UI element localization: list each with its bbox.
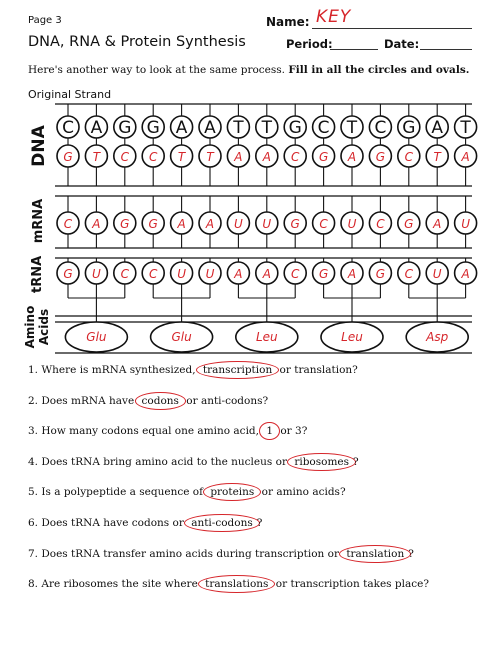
trna-base-letter: C: [120, 267, 129, 281]
question-text: 6. Does tRNA have codons or: [28, 517, 188, 529]
mrna-base-letter: C: [63, 217, 73, 231]
mrna-base-letter: U: [347, 217, 357, 231]
question-8: [28, 578, 429, 590]
question-text: or anti-codons?: [182, 394, 269, 407]
original-strand-label: Original Strand: [28, 88, 112, 101]
trna-base-letter: C: [404, 267, 413, 281]
complement-base-letter: G: [375, 150, 386, 164]
circled-answer[interactable]: translation: [339, 545, 411, 563]
original-base-letter: G: [118, 118, 132, 138]
complement-base-letter: T: [177, 150, 186, 164]
page-title: DNA, RNA & Protein Synthesis: [28, 34, 246, 50]
circled-answer[interactable]: anti-codons: [184, 514, 260, 532]
instructions-text: Here's another way to look at the same process.: [28, 64, 289, 76]
question-text: 1. Where is mRNA synthesized,: [28, 364, 199, 376]
question-text: ?: [353, 455, 359, 468]
question-text: or 3?: [277, 425, 308, 438]
original-base-letter: T: [261, 118, 272, 138]
amino-acid-label: Leu: [341, 330, 363, 344]
question-1: [28, 364, 358, 376]
trna-base-letter: U: [177, 267, 186, 281]
original-base-letter: T: [233, 118, 244, 138]
trna-base-letter: A: [262, 267, 271, 281]
circled-answer[interactable]: ribosomes: [287, 453, 356, 471]
mrna-base-letter: G: [404, 217, 414, 231]
mrna-base-letter: G: [120, 217, 130, 231]
row-label-trna: tRNA: [30, 255, 45, 293]
question-4: [28, 456, 359, 468]
circled-answer[interactable]: transcription: [196, 361, 279, 379]
trna-base-letter: C: [291, 267, 300, 281]
original-base-letter: A: [175, 118, 188, 138]
complement-base-letter: A: [234, 150, 243, 164]
original-base-letter: C: [62, 118, 74, 138]
mrna-base-letter: A: [177, 217, 186, 231]
question-text: 5. Is a polypeptide a sequence of: [28, 486, 207, 499]
question-text: 2. Does mRNA have: [28, 394, 138, 407]
page-number: Page 3: [28, 15, 62, 26]
circled-answer[interactable]: codons: [135, 392, 186, 410]
trna-base-letter: U: [205, 267, 215, 281]
amino-acid-label: Leu: [255, 330, 278, 344]
row-label-amino: Amino: [23, 305, 37, 349]
original-base-letter: C: [374, 118, 387, 138]
question-text: ?: [408, 547, 414, 560]
complement-base-letter: T: [92, 150, 101, 164]
circled-answer[interactable]: translations: [198, 575, 275, 593]
period-label: Period:: [286, 37, 333, 51]
question-text: ?: [256, 517, 263, 529]
mrna-base-letter: U: [461, 217, 470, 231]
question-text: 8. Are ribosomes the site where: [28, 578, 202, 591]
original-base-letter: T: [460, 118, 471, 138]
question-6: [28, 517, 262, 529]
question-2: [28, 395, 268, 407]
complement-base-letter: C: [120, 150, 129, 164]
original-base-letter: C: [317, 118, 330, 138]
trna-base-letter: U: [92, 267, 101, 281]
date-label: Date:: [384, 37, 420, 51]
mrna-base-letter: U: [262, 217, 272, 231]
complement-base-letter: A: [262, 150, 271, 164]
question-text: or translation?: [276, 364, 358, 376]
question-text: 7. Does tRNA transfer amino acids during transcription or: [28, 547, 343, 560]
name-label: Name:: [266, 15, 310, 29]
original-base-letter: G: [402, 118, 416, 138]
original-base-letter: T: [346, 118, 358, 138]
complement-base-letter: G: [63, 150, 73, 164]
question-text: or transcription takes place?: [272, 578, 429, 591]
mrna-base-letter: A: [92, 217, 101, 231]
trna-base-letter: G: [318, 267, 329, 281]
circled-answer[interactable]: 1: [259, 422, 280, 440]
question-7: [28, 548, 414, 560]
mrna-base-letter: C: [319, 217, 328, 231]
mrna-base-letter: G: [290, 217, 300, 231]
mrna-base-letter: A: [205, 217, 215, 231]
instructions-emphasis: Fill in all the circles and ovals.: [288, 64, 470, 76]
complement-base-letter: T: [433, 150, 441, 164]
name-value: KEY: [316, 7, 352, 27]
original-base-letter: A: [204, 118, 216, 138]
amino-acid-label: Glu: [86, 330, 107, 344]
question-text: 3. How many codons equal one amino acid,: [28, 425, 263, 438]
complement-base-letter: A: [347, 150, 357, 164]
mrna-base-letter: A: [433, 217, 442, 231]
complement-base-letter: G: [318, 150, 329, 164]
complement-base-letter: T: [206, 150, 214, 164]
original-base-letter: A: [90, 118, 103, 138]
original-base-letter: G: [146, 118, 160, 138]
question-text: 4. Does tRNA bring amino acid to the nucleus or: [28, 455, 291, 468]
trna-base-letter: C: [149, 267, 158, 281]
complement-base-letter: C: [149, 150, 158, 164]
row-label-acids: Acids: [37, 308, 51, 346]
mrna-base-letter: U: [234, 217, 243, 231]
row-label-mrna: mRNA: [31, 198, 46, 244]
trna-base-letter: A: [347, 267, 357, 281]
question-3: [28, 425, 307, 437]
question-5: [28, 486, 346, 498]
amino-acid-label: Glu: [171, 330, 192, 344]
complement-base-letter: C: [404, 150, 413, 164]
trna-base-letter: G: [375, 267, 386, 281]
complement-base-letter: A: [461, 150, 470, 164]
mrna-base-letter: C: [376, 217, 385, 231]
mrna-base-letter: G: [148, 217, 158, 231]
amino-acid-label: Asp: [426, 330, 449, 344]
trna-base-letter: A: [461, 267, 470, 281]
question-text: or amino acids?: [258, 486, 346, 499]
original-base-letter: G: [288, 118, 302, 138]
circled-answer[interactable]: proteins: [203, 483, 261, 501]
original-base-letter: A: [431, 118, 444, 138]
row-label-dna: DNA: [29, 125, 49, 167]
trna-base-letter: G: [63, 267, 73, 281]
trna-base-letter: U: [432, 267, 442, 281]
complement-base-letter: C: [291, 150, 300, 164]
trna-base-letter: A: [234, 267, 243, 281]
